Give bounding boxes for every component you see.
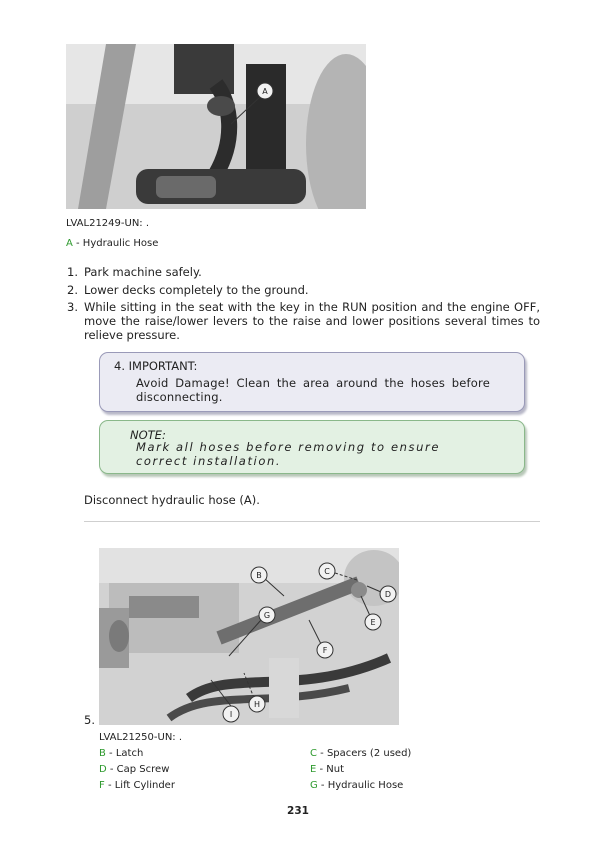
figure-2-legend-f xyxy=(99,780,175,791)
callout-b: B xyxy=(256,571,262,580)
note-text: Mark all hoses before removing to ensure correct installation. xyxy=(136,440,440,468)
important-text: Avoid Damage! Clean the area around the hoses before disconnecting. xyxy=(136,376,490,404)
callout-i: I xyxy=(229,710,233,719)
step-text: Park machine safely. xyxy=(84,265,202,279)
figure-2-legend-c xyxy=(310,748,411,759)
legend-text: - Lift Cylinder xyxy=(104,780,175,791)
step-number: 3. xyxy=(67,300,78,314)
figure-2-legend-d xyxy=(99,764,169,775)
disconnect-instruction: Disconnect hydraulic hose (A). xyxy=(84,493,260,507)
legend-letter: E xyxy=(310,764,317,775)
step-text: Lower decks completely to the ground. xyxy=(84,283,309,297)
callout-e: E xyxy=(370,618,376,627)
step-1 xyxy=(67,265,542,279)
step-2 xyxy=(67,283,542,297)
callout-f: F xyxy=(322,646,328,655)
important-heading: 4. IMPORTANT: xyxy=(114,359,198,373)
callout-c: C xyxy=(324,567,330,576)
callout-g: G xyxy=(263,611,271,620)
legend-letter: G xyxy=(310,780,318,791)
step-number: 2. xyxy=(67,283,78,297)
page-number: 231 xyxy=(287,805,309,817)
figure-2-legend-g xyxy=(310,780,403,791)
figure-1-legend-a xyxy=(66,238,158,249)
legend-text: - Spacers (2 used) xyxy=(316,748,412,759)
legend-letter: D xyxy=(99,764,107,775)
figure-2-legend-e xyxy=(310,764,344,775)
divider xyxy=(84,521,540,522)
callout-h: H xyxy=(253,700,261,709)
note-box xyxy=(99,420,525,474)
legend-letter: F xyxy=(99,780,105,791)
legend-text: - Latch xyxy=(105,748,144,759)
important-box xyxy=(99,352,525,412)
legend-letter: B xyxy=(99,748,106,759)
figure-1-photo xyxy=(66,44,366,209)
step-number: 1. xyxy=(67,265,78,279)
step-3 xyxy=(67,300,542,344)
figure-2-legend-b xyxy=(99,748,143,759)
step-text: While sitting in the seat with the key in the RUN position and the engine OFF, move the raise/lower levers to the raise and lower positions several times to relieve pressure. xyxy=(84,300,540,342)
legend-text: - Nut xyxy=(316,764,345,775)
legend-text: - Hydraulic Hose xyxy=(317,780,404,791)
figure-2-id: LVAL21250-UN: . xyxy=(99,732,183,743)
note-heading: NOTE: xyxy=(130,428,166,442)
legend-letter: A xyxy=(66,238,73,249)
figure-2-photo xyxy=(99,548,399,725)
legend-text: - Cap Screw xyxy=(106,764,170,775)
callout-a: A xyxy=(262,87,268,96)
legend-text: - Hydraulic Hose xyxy=(72,238,159,249)
step-5-number: 5. xyxy=(84,713,95,727)
legend-letter: C xyxy=(310,748,317,759)
figure-1-id: LVAL21249-UN: . xyxy=(66,218,150,229)
callout-d: D xyxy=(384,590,392,599)
